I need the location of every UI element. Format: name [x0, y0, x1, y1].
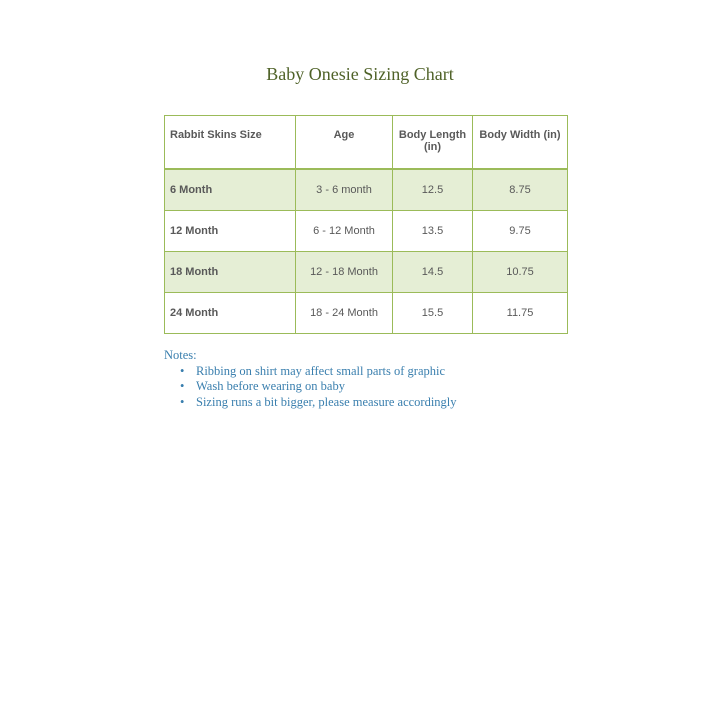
- notes-heading: Notes:: [164, 348, 197, 362]
- header-size: Rabbit Skins Size: [165, 116, 296, 169]
- header-body-width: Body Width (in): [473, 116, 568, 169]
- list-item: [164, 395, 457, 411]
- table-row: [165, 292, 568, 333]
- note-text: Wash before wearing on baby: [196, 379, 345, 393]
- header-body-length: Body Length (in): [393, 116, 473, 169]
- age-cell: 3 - 6 month: [296, 169, 393, 211]
- body-width-cell: 8.75: [473, 169, 568, 211]
- size-cell: 24 Month: [165, 292, 296, 333]
- size-cell: 18 Month: [165, 251, 296, 292]
- bullet-icon: •: [180, 379, 185, 393]
- list-item: [164, 379, 457, 395]
- body-length-cell: 15.5: [393, 292, 473, 333]
- bullet-icon: •: [180, 363, 185, 378]
- body-length-cell: 12.5: [393, 169, 473, 211]
- note-text: Ribbing on shirt may affect small parts of graphic: [196, 363, 446, 378]
- body-length-cell: 13.5: [393, 210, 473, 251]
- page-title: Baby Onesie Sizing Chart: [266, 64, 454, 84]
- notes-section: [164, 348, 457, 410]
- bullet-icon: •: [180, 394, 185, 409]
- table-row: [165, 169, 568, 211]
- age-cell: 12 - 18 Month: [296, 251, 393, 292]
- body-width-cell: 9.75: [473, 210, 568, 251]
- body-width-cell: 10.75: [473, 251, 568, 292]
- list-item: [164, 364, 457, 380]
- table-header-row: [165, 116, 568, 169]
- note-text: Sizing runs a bit bigger, please measure accordingly: [196, 394, 457, 409]
- size-cell: 12 Month: [165, 210, 296, 251]
- header-age: Age: [296, 116, 393, 169]
- size-cell: 6 Month: [165, 169, 296, 211]
- age-cell: 18 - 24 Month: [296, 292, 393, 333]
- body-width-cell: 11.75: [473, 292, 568, 333]
- table-row: [165, 210, 568, 251]
- table-row: [165, 251, 568, 292]
- sizing-table: [164, 115, 568, 334]
- body-length-cell: 14.5: [393, 251, 473, 292]
- age-cell: 6 - 12 Month: [296, 210, 393, 251]
- notes-list: [164, 364, 457, 411]
